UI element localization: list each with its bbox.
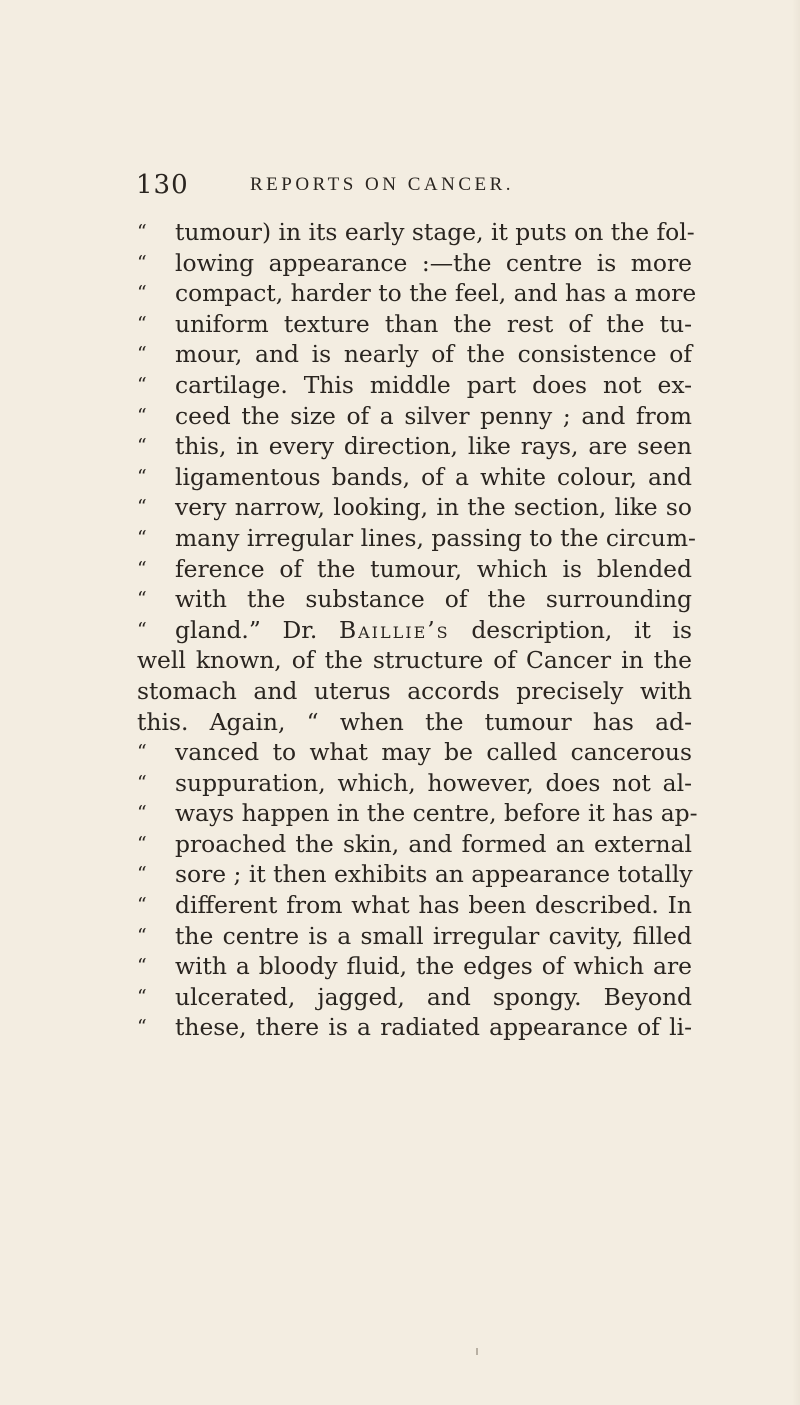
line-text: well known, of the structure of Cancer in the [137,646,692,675]
quote-mark: “ [137,282,147,305]
line-text: these, there is a radiated appearance of li- [175,1013,692,1042]
quote-mark: “ [137,924,147,947]
line-text: different from what has been described. In [175,891,692,920]
text-line [137,951,692,982]
page-edge-shadow [792,0,800,1405]
line-text: this. Again, “ when the tumour has ad- [137,707,692,736]
quote-mark: “ [137,435,147,458]
line-text: ceed the size of a silver penny ; and from [175,401,692,430]
text-line [137,278,697,309]
print-mark [476,1348,478,1355]
line-text: uniform texture than the rest of the tu- [175,309,692,338]
text-line [137,859,692,890]
quote-mark: “ [137,1016,147,1039]
text-line [137,248,692,279]
text-line [137,401,692,432]
text-line [137,309,692,340]
line-text: proached the skin, and formed an external [175,829,692,858]
text-line [137,829,692,860]
text-line [137,217,695,248]
text-line [137,462,692,493]
text-line [137,615,692,646]
quote-mark: “ [137,741,147,764]
line-text: stomach and uterus accords precisely with [137,676,692,705]
body-text [137,217,698,1043]
line-text: the centre is a small irregular cavity, filled [175,921,692,950]
text-line [137,339,692,370]
quote-mark: “ [137,894,147,917]
line-text: with a bloody fluid, the edges of which are [175,952,692,981]
line-text [175,615,692,646]
line-text: lowing appearance :—the centre is more [175,248,692,277]
quote-mark: “ [137,985,147,1008]
quote-mark: “ [137,526,147,549]
line-text: vanced to what may be called cancerous [175,738,692,767]
line-text: ulcerated, jagged, and spongy. Beyond [175,982,692,1011]
text-line [137,1012,692,1043]
text-line [137,492,692,523]
quote-mark: “ [137,955,147,978]
quote-mark: “ [137,496,147,519]
line-text: with the substance of the surrounding [175,585,692,614]
running-title: REPORTS ON CANCER. [250,174,515,195]
quote-mark: “ [137,343,147,366]
line-text-before: gland.” Dr. [175,615,318,644]
line-text: ways happen in the centre, before it has ap- [175,799,698,828]
quote-mark: “ [137,771,147,794]
quote-mark: “ [137,373,147,396]
line-text: suppuration, which, however, does not al- [175,768,692,797]
line-text: cartilage. This middle part does not ex- [175,370,692,399]
quote-mark: “ [137,251,147,274]
line-text: very narrow, looking, in the section, like so [175,493,692,522]
line-text: mour, and is nearly of the consistence of [175,340,692,369]
quote-mark: “ [137,221,147,243]
line-text: ference of the tumour, which is blended [175,554,692,583]
text-line [137,676,692,707]
line-text: this, in every direction, like rays, are seen [175,432,692,461]
line-text: ligamentous bands, of a white colour, and [175,462,692,491]
quote-mark: “ [137,832,147,855]
line-text: tumour) in its early stage, it puts on the fol- [175,218,695,246]
text-line [137,645,692,676]
line-text: sore ; it then exhibits an appearance totally [175,860,693,889]
quote-mark: “ [137,618,147,641]
line-text-after: description, it is [471,615,692,644]
text-line [137,982,692,1013]
author-name: Baillie’s [338,615,450,644]
text-line [137,798,698,829]
line-text: many irregular lines, passing to the circum- [175,523,696,552]
text-line [137,431,692,462]
quote-mark: “ [137,863,147,886]
quote-mark: “ [137,465,147,488]
quote-mark: “ [137,557,147,580]
text-line [137,584,692,615]
quote-mark: “ [137,404,147,427]
line-text: compact, harder to the feel, and has a more [175,279,697,308]
page-number: 130 [136,170,189,200]
text-line [137,370,692,401]
quote-mark: “ [137,312,147,335]
text-line [137,890,692,921]
quote-mark: “ [137,588,147,611]
running-head [136,164,696,204]
text-line [137,737,692,768]
text-line [137,523,696,554]
text-line [137,768,692,799]
text-line [137,707,692,738]
text-line [137,554,692,585]
quote-mark: “ [137,802,147,825]
text-line [137,921,692,952]
